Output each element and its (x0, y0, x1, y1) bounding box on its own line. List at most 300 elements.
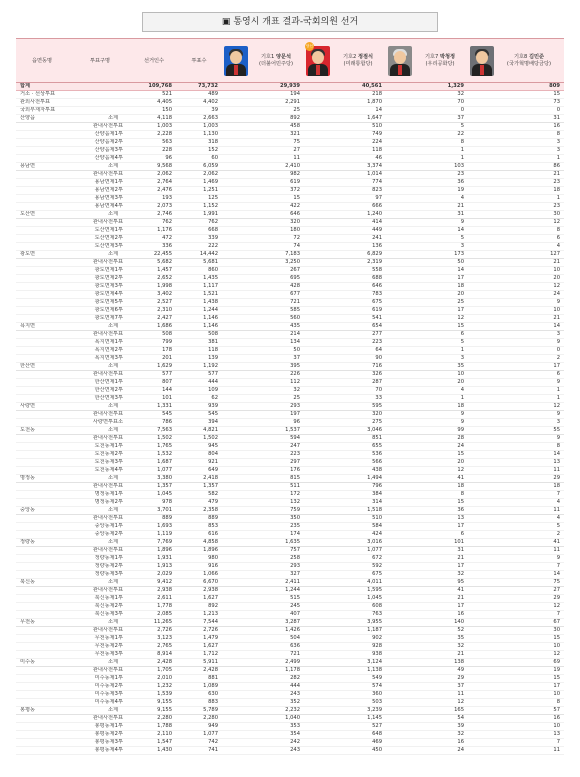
type-cell: 욕지면제3투 (68, 355, 132, 363)
voters-cell: 1,089 (176, 683, 222, 691)
subtotal-row (16, 507, 564, 515)
voters-cell: 508 (176, 331, 222, 339)
electors-cell: 2,527 (132, 299, 176, 307)
candidate-4-votes: 14 (468, 451, 564, 459)
candidate-3-votes: 21 (386, 203, 468, 211)
type-cell: 정량동제1투 (68, 555, 132, 563)
table-row (16, 739, 564, 747)
candidate-1-votes: 72 (222, 235, 304, 243)
candidate-photo-3 (388, 46, 412, 76)
electors-cell: 545 (132, 411, 176, 419)
voters-cell: 853 (176, 523, 222, 531)
results-table (16, 38, 564, 755)
candidate-2-votes: 1,647 (304, 115, 386, 123)
voters-cell: 949 (176, 723, 222, 731)
candidate-4-votes: 67 (468, 619, 564, 627)
candidate-2-votes: 716 (304, 363, 386, 371)
type-cell: 관내사전투표 (68, 627, 132, 635)
type-cell: 광도면제1투 (68, 267, 132, 275)
candidate-4-votes: 7 (468, 611, 564, 619)
candidate-1-votes: 1,537 (222, 427, 304, 435)
table-row (16, 723, 564, 731)
electors-cell: 178 (132, 347, 176, 355)
district-cell (16, 347, 68, 355)
voters-cell: 668 (176, 227, 222, 235)
district-cell (16, 291, 68, 299)
candidate-1-votes: 636 (222, 643, 304, 651)
type-cell: 무전동제1투 (68, 635, 132, 643)
voters-cell: 921 (176, 459, 222, 467)
voters-cell: 4,858 (176, 539, 222, 547)
candidate-3-votes: 52 (386, 627, 468, 635)
candidate-3-votes: 17 (386, 307, 468, 315)
district-cell: 용남면 (16, 163, 68, 171)
candidate-1-votes: 321 (222, 131, 304, 139)
table-row (16, 467, 564, 475)
candidate-3-votes: 138 (386, 659, 468, 667)
candidate-4-votes: 55 (468, 427, 564, 435)
table-row (16, 267, 564, 275)
candidate-4-votes: 16 (468, 123, 564, 131)
candidate-1-votes: 25 (222, 107, 304, 115)
candidate-3-votes: 6 (386, 531, 468, 539)
candidate-3-votes: 0 (386, 107, 468, 115)
candidate-4-votes: 29 (468, 595, 564, 603)
electors-cell: 2,765 (132, 643, 176, 651)
voters-cell: 125 (176, 195, 222, 203)
table-row (16, 443, 564, 451)
electors-cell: 2,476 (132, 187, 176, 195)
type-cell: 용남면제4투 (68, 203, 132, 211)
table-row (16, 339, 564, 347)
candidate-1-votes: 96 (222, 419, 304, 427)
table-row (16, 395, 564, 403)
table-row (16, 99, 564, 107)
candidate-4-votes: 0 (468, 107, 564, 115)
candidate-2-votes: 438 (304, 467, 386, 475)
electors-cell: 3,123 (132, 635, 176, 643)
subtotal-row (16, 251, 564, 259)
candidate-4-votes: 3 (468, 419, 564, 427)
candidate-1-votes: 428 (222, 283, 304, 291)
candidate-3-votes: 15 (386, 499, 468, 507)
candidate-3-votes: 17 (386, 603, 468, 611)
candidate-2-votes: 1,518 (304, 507, 386, 515)
electors-cell: 2,427 (132, 315, 176, 323)
type-cell: 용남면제1투 (68, 179, 132, 187)
district-cell (16, 235, 68, 243)
candidate-4-votes: 5 (468, 523, 564, 531)
candidate-4-votes: 10 (468, 723, 564, 731)
electors-cell: 1,539 (132, 691, 176, 699)
electors-cell: 8,914 (132, 651, 176, 659)
district-cell (16, 443, 68, 451)
district-cell: 도천동 (16, 427, 68, 435)
electors-cell: 1,931 (132, 555, 176, 563)
table-row (16, 699, 564, 707)
type-cell: 미수동제4투 (68, 699, 132, 707)
candidate-3-votes: 16 (386, 611, 468, 619)
electors-cell: 1,687 (132, 459, 176, 467)
district-cell (16, 675, 68, 683)
type-cell: 소계 (68, 539, 132, 547)
voters-cell: 577 (176, 371, 222, 379)
voters-cell: 980 (176, 555, 222, 563)
candidate-3-votes: 31 (386, 211, 468, 219)
type-cell: 도천동제1투 (68, 443, 132, 451)
electors-cell: 1,532 (132, 451, 176, 459)
district-cell (16, 339, 68, 347)
candidate-3-votes: 14 (386, 227, 468, 235)
table-row (16, 347, 564, 355)
candidate-1-votes: 235 (222, 523, 304, 531)
candidate-1-votes: 695 (222, 275, 304, 283)
voters-cell: 945 (176, 443, 222, 451)
type-cell: 미수동제3투 (68, 691, 132, 699)
candidate-2-votes: 928 (304, 643, 386, 651)
candidate-4-votes: 12 (468, 219, 564, 227)
voters-cell: 582 (176, 491, 222, 499)
electors-cell: 336 (132, 243, 176, 251)
type-cell: 광도면제2투 (68, 275, 132, 283)
table-row (16, 195, 564, 203)
type-cell: 미수동제1투 (68, 675, 132, 683)
candidate-2-votes: 527 (304, 723, 386, 731)
candidate-4-votes: 8 (468, 699, 564, 707)
table-row (16, 563, 564, 571)
candidate-1-votes: 2,291 (222, 99, 304, 107)
district-cell (16, 459, 68, 467)
candidate-2-votes: 70 (304, 387, 386, 395)
candidate-3-votes: 3 (386, 243, 468, 251)
candidate-3-votes: 24 (386, 443, 468, 451)
candidate-4-votes: 75 (468, 579, 564, 587)
candidate-1-votes: 75 (222, 139, 304, 147)
candidate-2-votes: 241 (304, 235, 386, 243)
voters-cell: 1,712 (176, 651, 222, 659)
type-cell: 소계 (68, 115, 132, 123)
candidate-2-votes: 1,014 (304, 171, 386, 179)
type-cell: 정량동제3투 (68, 571, 132, 579)
candidate-4-votes: 31 (468, 115, 564, 123)
candidate-3-votes: 9 (386, 419, 468, 427)
table-row (16, 259, 564, 267)
candidate-2-votes: 510 (304, 515, 386, 523)
candidate-1-votes: 721 (222, 299, 304, 307)
electors-cell: 1,502 (132, 435, 176, 443)
candidate-4-votes: 4 (468, 243, 564, 251)
voters-cell: 1,627 (176, 595, 222, 603)
candidate-1-votes: 1,635 (222, 539, 304, 547)
candidate-1-votes: 247 (222, 443, 304, 451)
voters-cell: 883 (176, 699, 222, 707)
candidate-1-votes: 226 (222, 371, 304, 379)
electors-cell: 786 (132, 419, 176, 427)
candidate-2-votes: 549 (304, 675, 386, 683)
candidate-2-votes: 46 (304, 155, 386, 163)
header-voters: 투표수 (176, 39, 222, 83)
district-cell (16, 467, 68, 475)
candidate-3-votes: 17 (386, 523, 468, 531)
electors-cell: 1,686 (132, 323, 176, 331)
candidate-2-votes: 619 (304, 307, 386, 315)
voters-cell: 444 (176, 379, 222, 387)
voters-cell: 1,077 (176, 731, 222, 739)
candidate-3-votes: 1 (386, 347, 468, 355)
district-cell: 미수동 (16, 659, 68, 667)
table-row (16, 611, 564, 619)
candidate-2-votes: 90 (304, 355, 386, 363)
district-cell (16, 187, 68, 195)
candidate-4-votes: 21 (468, 171, 564, 179)
candidate-3-votes: 17 (386, 563, 468, 571)
table-row (16, 371, 564, 379)
candidate-3-votes: 23 (386, 171, 468, 179)
electors-cell: 9,412 (132, 579, 176, 587)
candidate-3-votes: 13 (386, 515, 468, 523)
voters-cell: 1,152 (176, 203, 222, 211)
district-cell (16, 243, 68, 251)
electors-cell: 2,726 (132, 627, 176, 635)
candidate-4-votes: 23 (468, 179, 564, 187)
table-row (16, 379, 564, 387)
table-row (16, 203, 564, 211)
district-cell (16, 739, 68, 747)
table-row (16, 595, 564, 603)
candidate-3-votes: 1 (386, 147, 468, 155)
candidate-3-votes: 41 (386, 587, 468, 595)
table-row (16, 499, 564, 507)
candidate-4-votes: 15 (468, 91, 564, 99)
type-cell: 한산면제3투 (68, 395, 132, 403)
table-row (16, 179, 564, 187)
subtotal-row (16, 659, 564, 667)
candidate-2-votes: 1,145 (304, 715, 386, 723)
candidate-1-votes: 372 (222, 187, 304, 195)
candidate-3-votes: 32 (386, 571, 468, 579)
candidate-3-votes: 8 (386, 491, 468, 499)
candidate-2-votes: 1,870 (304, 99, 386, 107)
district-cell (16, 515, 68, 523)
voters-cell: 7,544 (176, 619, 222, 627)
candidate-2-votes: 277 (304, 331, 386, 339)
table-header (16, 39, 564, 83)
candidate-1-votes: 242 (222, 739, 304, 747)
type-cell: 중앙동제2투 (68, 531, 132, 539)
type-cell: 용남면제2투 (68, 187, 132, 195)
type-cell: 명정동제2투 (68, 499, 132, 507)
district-cell (16, 139, 68, 147)
electors-cell: 472 (132, 235, 176, 243)
table-row (16, 299, 564, 307)
candidate-no-1: 기호1 (260, 53, 275, 60)
candidate-4-votes: 24 (468, 291, 564, 299)
header-candidate-4 (468, 39, 564, 83)
type-cell: 관내사전투표 (68, 547, 132, 555)
district-cell (16, 499, 68, 507)
header-candidate-3 (386, 39, 468, 83)
table-row (16, 435, 564, 443)
electors-cell: 1,176 (132, 227, 176, 235)
voters-cell: 892 (176, 603, 222, 611)
type-cell (68, 107, 132, 115)
candidate-1-votes: 504 (222, 635, 304, 643)
district-cell (16, 563, 68, 571)
electors-cell: 1,232 (132, 683, 176, 691)
district-cell: 무전동 (16, 619, 68, 627)
candidate-1-votes: 1,426 (222, 627, 304, 635)
candidate-party-4: (국가혁명배당금당) (506, 60, 552, 67)
candidate-2-votes: 424 (304, 531, 386, 539)
candidate-2-votes: 646 (304, 283, 386, 291)
subtotal-row (16, 363, 564, 371)
candidate-1-votes: 320 (222, 219, 304, 227)
type-cell: 도천동제3투 (68, 459, 132, 467)
voters-cell: 2,418 (176, 475, 222, 483)
candidate-4-votes: 17 (468, 363, 564, 371)
electors-cell: 9,155 (132, 699, 176, 707)
electors-cell: 4,405 (132, 99, 176, 107)
candidate-4-votes: 9 (468, 339, 564, 347)
candidate-1-votes: 293 (222, 403, 304, 411)
candidate-3-votes: 99 (386, 427, 468, 435)
district-cell: 명정동 (16, 475, 68, 483)
electors-cell: 1,547 (132, 739, 176, 747)
subtotal-row (16, 475, 564, 483)
district-cell (16, 435, 68, 443)
candidate-3-votes: 39 (386, 723, 468, 731)
type-cell: 도천동제4투 (68, 467, 132, 475)
candidate-4-votes: 809 (468, 83, 564, 91)
type-cell: 한산면제2투 (68, 387, 132, 395)
candidate-3-votes: 49 (386, 667, 468, 675)
electors-cell: 22,455 (132, 251, 176, 259)
type-cell: 산양읍제2투 (68, 139, 132, 147)
candidate-1-votes: 32 (222, 387, 304, 395)
type-cell: 관내사전투표 (68, 515, 132, 523)
voters-cell: 1,003 (176, 123, 222, 131)
electors-cell: 2,310 (132, 307, 176, 315)
electors-cell: 2,652 (132, 275, 176, 283)
candidate-2-votes: 558 (304, 267, 386, 275)
candidate-2-votes: 326 (304, 371, 386, 379)
voters-cell: 1,146 (176, 315, 222, 323)
type-cell: 북신동제1투 (68, 595, 132, 603)
voters-cell: 1,357 (176, 483, 222, 491)
candidate-3-votes: 140 (386, 619, 468, 627)
voters-cell: 60 (176, 155, 222, 163)
district-cell (16, 219, 68, 227)
candidate-4-votes: 10 (468, 691, 564, 699)
candidate-4-votes: 0 (468, 347, 564, 355)
candidate-4-votes: 30 (468, 211, 564, 219)
district-cell (16, 731, 68, 739)
candidate-3-votes: 101 (386, 539, 468, 547)
candidate-4-votes: 4 (468, 515, 564, 523)
candidate-3-votes: 32 (386, 643, 468, 651)
candidate-1-votes: 2,411 (222, 579, 304, 587)
candidate-1-votes: 174 (222, 531, 304, 539)
candidate-2-votes: 574 (304, 683, 386, 691)
electors-cell: 1,896 (132, 547, 176, 555)
electors-cell: 1,077 (132, 467, 176, 475)
candidate-2-votes: 33 (304, 395, 386, 403)
electors-cell: 2,228 (132, 131, 176, 139)
electors-cell: 2,280 (132, 715, 176, 723)
voters-cell: 39 (176, 107, 222, 115)
candidate-4-votes: 30 (468, 627, 564, 635)
type-cell: 도산면제3투 (68, 243, 132, 251)
candidate-3-votes: 32 (386, 91, 468, 99)
candidate-4-votes: 57 (468, 707, 564, 715)
candidate-4-votes: 2 (468, 531, 564, 539)
candidate-3-votes: 12 (386, 315, 468, 323)
voters-cell: 889 (176, 515, 222, 523)
candidate-4-votes: 15 (468, 635, 564, 643)
electors-cell: 563 (132, 139, 176, 147)
table-row (16, 187, 564, 195)
winner-badge: 당선 (305, 42, 314, 51)
voters-cell: 1,130 (176, 131, 222, 139)
candidate-4-votes: 1 (468, 395, 564, 403)
voters-cell: 742 (176, 739, 222, 747)
candidate-3-votes: 15 (386, 451, 468, 459)
electors-cell: 1,457 (132, 267, 176, 275)
candidate-3-votes: 29 (386, 675, 468, 683)
candidate-2-votes: 136 (304, 243, 386, 251)
candidate-3-votes: 17 (386, 275, 468, 283)
candidate-2-votes: 97 (304, 195, 386, 203)
candidate-3-votes: 1 (386, 155, 468, 163)
candidate-1-votes: 560 (222, 315, 304, 323)
voters-cell: 479 (176, 499, 222, 507)
district-cell (16, 195, 68, 203)
type-cell: 관내사전투표 (68, 123, 132, 131)
district-cell (16, 643, 68, 651)
candidate-4-votes: 23 (468, 203, 564, 211)
candidate-4-votes: 10 (468, 267, 564, 275)
candidate-2-votes: 450 (304, 747, 386, 755)
candidate-2-votes: 595 (304, 403, 386, 411)
candidate-3-votes: 32 (386, 731, 468, 739)
candidate-4-votes: 41 (468, 539, 564, 547)
district-cell: 광도면 (16, 251, 68, 259)
candidate-3-votes: 14 (386, 267, 468, 275)
table-row (16, 667, 564, 675)
candidate-2-votes: 6,829 (304, 251, 386, 259)
header-electors: 선거인수 (132, 39, 176, 83)
table-row (16, 715, 564, 723)
district-cell (16, 571, 68, 579)
electors-cell: 7,769 (132, 539, 176, 547)
candidate-2-votes: 118 (304, 147, 386, 155)
candidate-1-votes: 214 (222, 331, 304, 339)
candidate-2-votes: 763 (304, 611, 386, 619)
electors-cell: 150 (132, 107, 176, 115)
electors-cell: 201 (132, 355, 176, 363)
candidate-1-votes: 1,040 (222, 715, 304, 723)
electors-cell: 978 (132, 499, 176, 507)
type-cell: 미수동제2투 (68, 683, 132, 691)
candidate-2-votes: 314 (304, 499, 386, 507)
type-cell: 관내사전투표 (68, 483, 132, 491)
electors-cell: 2,062 (132, 171, 176, 179)
district-cell (16, 331, 68, 339)
candidate-1-votes: 1,244 (222, 587, 304, 595)
electors-cell: 2,110 (132, 731, 176, 739)
candidate-1-votes: 172 (222, 491, 304, 499)
type-cell: 무전동제3투 (68, 651, 132, 659)
